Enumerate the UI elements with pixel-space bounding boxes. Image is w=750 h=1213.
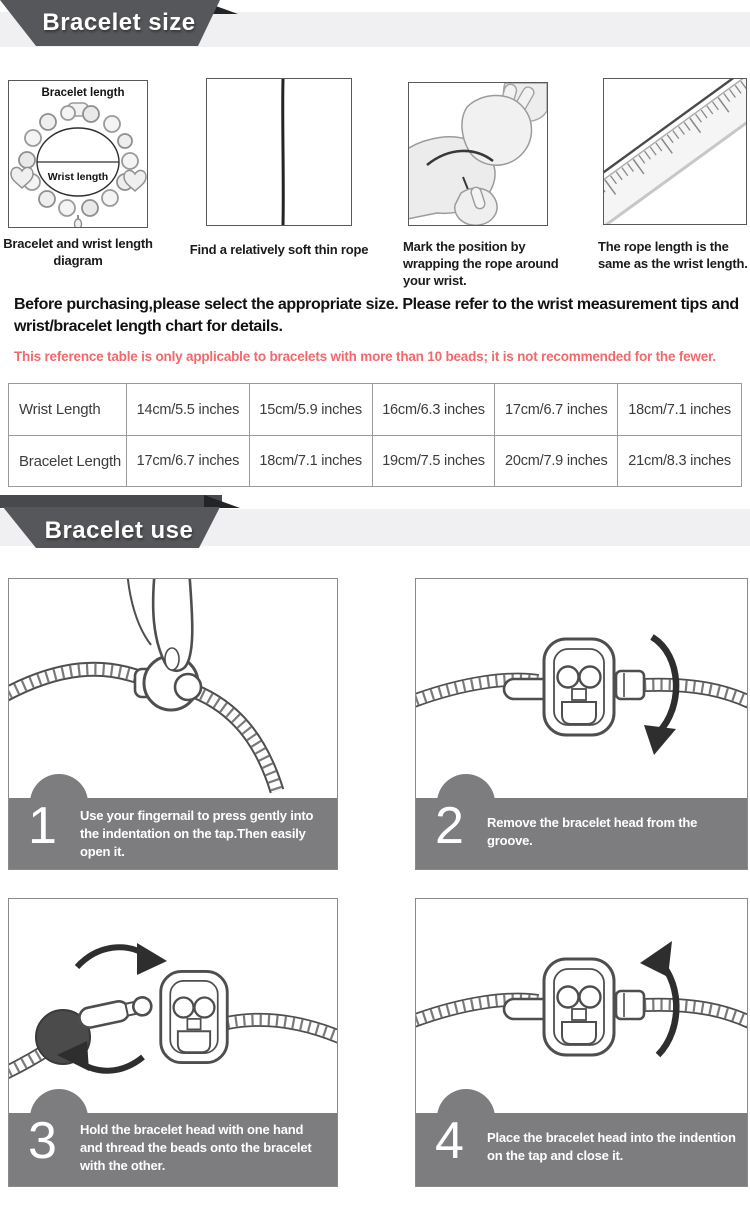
table-cell: 16cm/6.3 inches [373,384,496,435]
ruler-box [603,78,747,225]
table-cell: 18cm/7.1 inches [250,435,373,486]
step3-caption-bar [8,1113,338,1187]
step2-text: Remove the bracelet head from the groove. [487,815,698,849]
rope-box [206,78,352,226]
guide-caption-rope: Find a relatively soft thin rope [189,242,369,257]
step4-number: 4 [435,1112,464,1170]
step4-illustration [416,899,747,1114]
size-table [8,383,742,487]
table-cell: 20cm/7.9 inches [495,435,618,486]
size-intro-text: Before purchasing,please select the appropriate size. Please refer to the wrist measurement tips and wrist/bracelet length chart for details. [14,296,739,336]
table-row2-label: Bracelet Length [9,435,127,486]
bracelet-diagram-box [8,80,148,228]
table-cell: 17cm/6.7 inches [495,384,618,435]
step-panel-4 [415,898,748,1187]
bracelet-length-label: Bracelet length [41,87,125,99]
table-cell: 14cm/5.5 inches [127,384,250,435]
size-warning-text: This reference table is only applicable to bracelets with more than 10 beads; it is not recommended for the fewer. [14,349,716,364]
step2-illustration [416,579,747,798]
step2-number: 2 [435,797,464,855]
step3-number: 3 [28,1112,57,1170]
step1-illustration [9,579,337,798]
rope-illustration [207,79,351,225]
step-panel-1 [8,578,338,870]
step3-text: Hold the bracelet head with one hand and thread the beads onto the bracelet with the other. [80,1122,312,1174]
table-cell: 21cm/8.3 inches [618,435,741,486]
step1-number: 1 [28,797,57,855]
step4-text: Place the bracelet head into the indention on the tap and close it. [487,1130,736,1164]
wrist-wrap-box [408,82,548,226]
table-row1-label: Wrist Length [9,384,127,435]
use-section-title: Bracelet use [44,517,194,544]
table-cell: 15cm/5.9 inches [250,384,373,435]
step4-caption-bar [415,1113,748,1187]
step2-caption-bar [415,798,748,870]
wrist-wrap-illustration [409,83,547,225]
step-panel-3 [8,898,338,1187]
step1-text: Use your fingernail to press gently into the indentation on the tap.Then easily open it. [80,808,314,860]
table-cell: 17cm/6.7 inches [127,435,250,486]
guide-caption-diagram: Bracelet and wrist length diagram [3,236,153,269]
step1-caption-bar [8,798,338,870]
step-panel-2 [415,578,748,870]
size-section-title: Bracelet size [42,9,196,36]
charm-bracelet-illustration [9,81,147,227]
wrist-length-label: Wrist length [47,171,109,183]
guide-caption-mark: Mark the position by wrapping the rope around your wrist. [403,239,559,289]
table-cell: 18cm/7.1 inches [628,401,731,418]
ruler-illustration [604,79,746,224]
table-cell: 19cm/7.5 inches [373,435,496,486]
step3-illustration [9,899,337,1114]
guide-caption-rope-length: The rope length is the same as the wrist length. [598,239,748,272]
